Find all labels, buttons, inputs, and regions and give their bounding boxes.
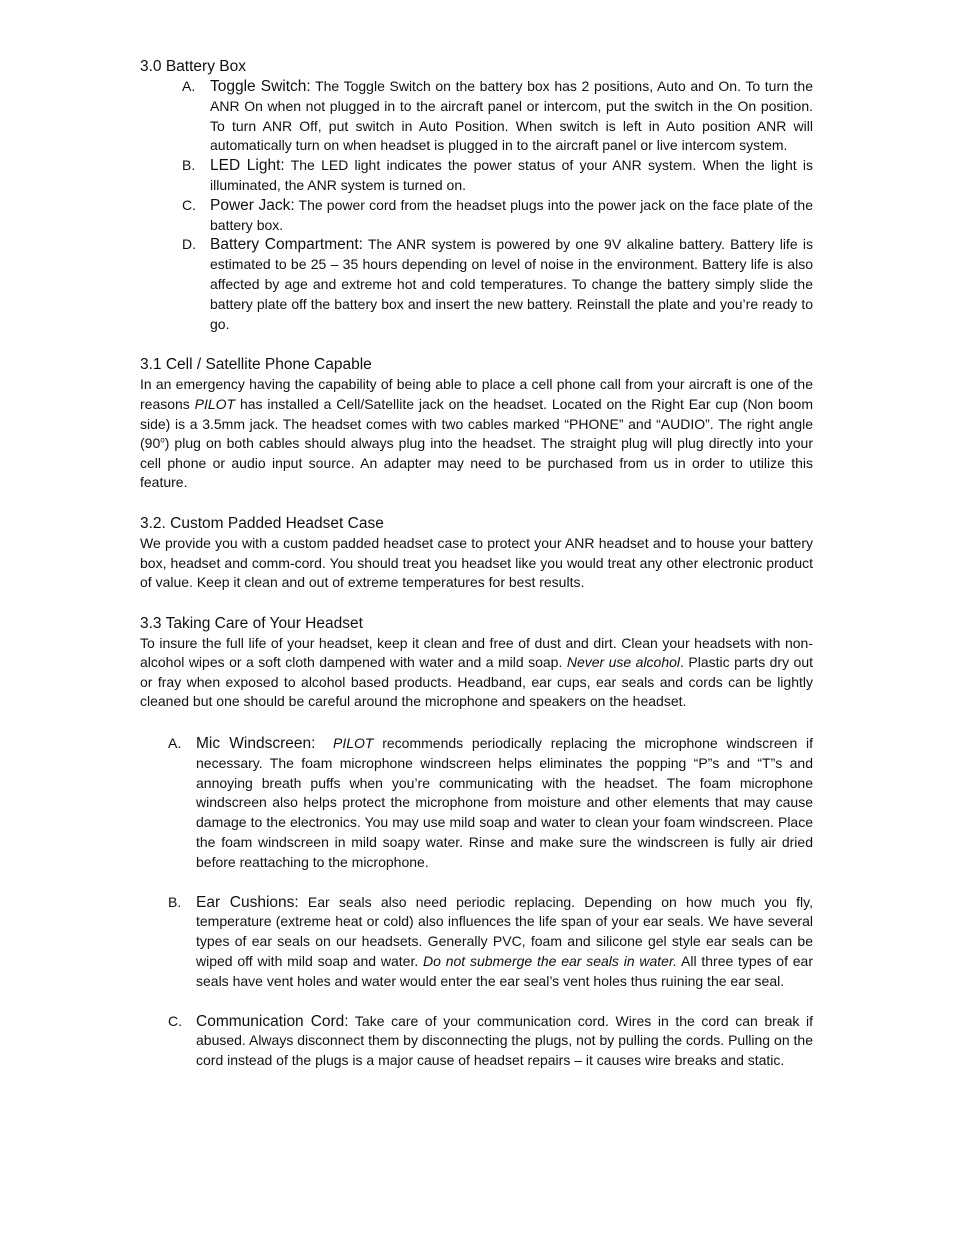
list-letter: A.: [168, 735, 182, 752]
paragraph-text: ) plug on both cables should always plug into the headset. The straight plug will plug directly into your cell phone or audio input source. An adapter may need to be purchased from us in order to utilize this feature.: [140, 435, 813, 491]
document-page: [140, 56, 813, 1071]
item-term: Mic Windscreen:: [196, 735, 316, 753]
list-letter: D.: [182, 236, 196, 253]
section-title: 3.3 Taking Care of Your Headset: [140, 614, 363, 632]
section-battery-box: [140, 56, 813, 334]
list-item-power-jack: [182, 196, 813, 236]
list-item-mic-windscreen: [168, 734, 814, 873]
list-item-ear-cushions: [168, 893, 813, 992]
degree-symbol: o: [160, 435, 165, 445]
section-headset-case: [140, 513, 813, 593]
section-title: 3.0 Battery Box: [140, 58, 246, 75]
item-text: Ear seals also need periodic replacing. Depending on how much you fly, temperature (extreme heat or cold) also influences the life span of your ear seals. We have several types of ear seals on our headsets. Generally PVC, foam and silicone gel style ear seals can be wiped off with mild soap and water.: [196, 893, 813, 970]
section-paragraph: We provide you with a custom padded headset case to protect your ANR headset and to house your battery box, headset and comm-cord. You should treat you headset like you would treat any other electronic product of value. Keep it clean and out of extreme temperatures for best results.: [140, 534, 813, 591]
paragraph-text: To insure the full life of your headset, keep it clean and free of dust and dirt. Clean your headsets with non-alcohol wipes or a soft cloth dampened with water and a mild soap.: [140, 634, 813, 671]
item-term: Battery Compartment:: [210, 236, 363, 254]
list-item-communication-cord: [168, 1012, 813, 1071]
item-text: The power cord from the headset plugs into the power jack on the face plate of the battery box.: [210, 196, 813, 233]
brand-name: PILOT: [194, 395, 236, 412]
item-text: recommends periodically replacing the microphone windscreen if necessary. The foam microphone windscreen helps eliminates the popping “P”s and “T”s and annoying breath puffs when you’re communicating with the headset. The foam microphone windscreen also helps protect the microphone from moisture and other elements that may cause damage to the electronics. You may use mild soap and water to clean your foam windscreen. Place the foam windscreen in mild soapy water. Rinse and make sure the windscreen is fully air dried before reattaching to the microphone.: [196, 735, 814, 870]
item-term: Ear Cushions:: [196, 893, 299, 911]
list-item-battery-compartment: [182, 235, 813, 334]
paragraph-text: has installed a Cell/Satellite jack on the headset. Located on the Right Ear cup (Non boom side) is a 3.5mm jack. The headset comes with two cables marked “PHONE” and “AUDIO”. The right angle (90: [140, 395, 813, 452]
item-text: The Toggle Switch on the battery box has 2 positions, Auto and On. To turn the ANR On when not plugged in to the aircraft panel or intercom, put the switch in the On position. To turn ANR Off, put switch in Auto Position. When switch is left in Auto position ANR will automatically turn on when headset is plugged in to the aircraft panel or live intercom system.: [210, 78, 813, 154]
item-text: All three types of ear seals have vent holes and water would enter the ear seal’s vent holes thus ruining the ear seal.: [196, 953, 813, 989]
list-letter: B.: [182, 157, 196, 174]
list-letter: C.: [182, 196, 196, 213]
paragraph-text: . Plastic parts dry out or fray when exposed to alcohol based products. Headband, ear cups, ear seals and cords can be lightly cleaned but one should be careful around the microphone and speakers on the headset.: [140, 654, 814, 710]
section-paragraph: [140, 375, 813, 493]
section-title: 3.1 Cell / Satellite Phone Capable: [140, 356, 372, 374]
list-letter: C.: [168, 1012, 182, 1029]
section-paragraph: [140, 634, 813, 712]
item-term: Communication Cord:: [196, 1012, 349, 1030]
list-item-toggle-switch: [182, 77, 813, 156]
item-term: LED Light:: [210, 157, 285, 175]
section-headset-care: [140, 613, 813, 1071]
item-term: Power Jack:: [210, 196, 295, 214]
item-text: The ANR system is powered by one 9V alkaline battery. Battery life is estimated to be 25 – 35 hours depending on level of noise in the environment. Battery life is also affected by age and extreme hot and cold temperatures. To change the battery simply slide the battery plate off the battery box and insert the new battery. Reinstall the plate and you’re ready to go.: [210, 236, 813, 332]
item-text: Take care of your communication cord. Wires in the cord can break if abused. Always disconnect them by disconnecting the plugs, not by pulling the cords. Pulling on the cord instead of the plugs is a major cause of headset repairs – it causes wire breaks and static.: [196, 1012, 813, 1069]
paragraph-text: In an emergency having the capability of being able to place a cell phone call from your aircraft is one of the reasons: [140, 376, 813, 412]
care-list: [140, 734, 813, 1071]
emphasis-text: Do not submerge the ear seals in water.: [423, 953, 677, 970]
section-cell-phone: [140, 354, 813, 493]
list-letter: A.: [182, 78, 196, 94]
brand-name: PILOT: [332, 735, 374, 752]
item-text: The LED light indicates the power status of your ANR system. When the light is illuminated, the ANR system is turned on.: [210, 157, 813, 193]
section-title: 3.2. Custom Padded Headset Case: [140, 514, 384, 532]
battery-box-list: [140, 77, 813, 334]
item-term: Toggle Switch:: [210, 78, 311, 95]
emphasis-text: Never use alcohol: [566, 654, 681, 671]
list-letter: B.: [168, 893, 182, 910]
list-item-led-light: [182, 156, 813, 196]
